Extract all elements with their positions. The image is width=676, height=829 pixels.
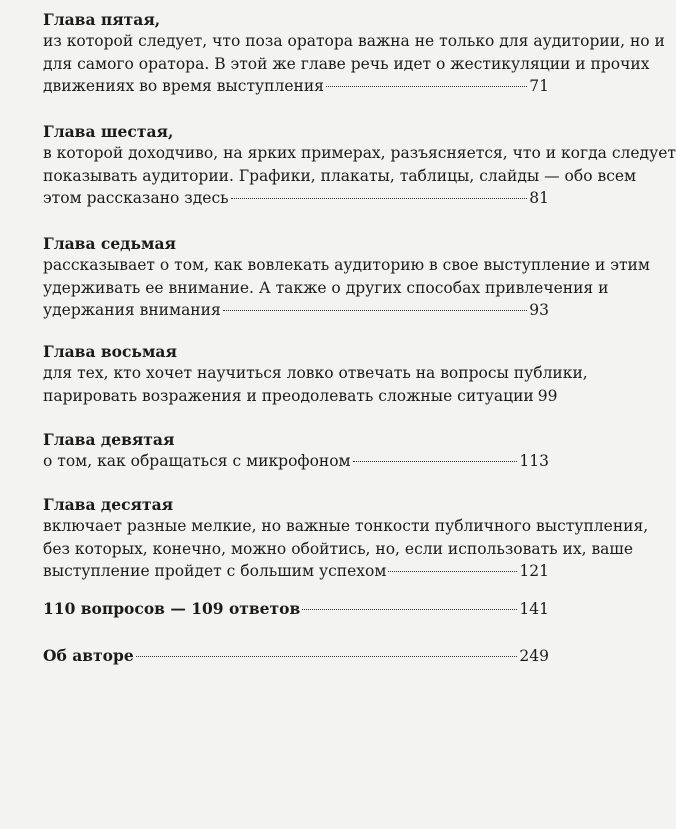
dot-leader (223, 310, 528, 311)
chapter-title: Глава десятая (43, 495, 174, 514)
chapter-description-line: удерживать ее внимание. А также о других способах привлечения и (43, 278, 609, 297)
toc-entry-line[interactable] (43, 299, 549, 322)
dot-leader (353, 461, 518, 462)
page-number: 121 (519, 562, 549, 580)
page-number: 249 (519, 647, 549, 665)
toc-entry-line[interactable] (43, 187, 549, 210)
chapter-description-line: удержания внимания (43, 301, 221, 319)
chapter-title: Глава восьмая (43, 342, 177, 361)
toc-entry-line[interactable] (43, 450, 549, 473)
toc-chapter-8 (43, 342, 588, 407)
chapter-description-line: парировать возражения и преодолевать сложные ситуации (43, 386, 534, 405)
chapter-description-line: движениях во время выступления (43, 77, 324, 95)
chapter-title: Глава седьмая (43, 234, 176, 253)
toc-entry-questions[interactable] (43, 598, 549, 620)
chapter-description-line: для самого оратора. В этой же главе речь идет о жестикуляции и прочих (43, 54, 650, 73)
dot-leader (302, 609, 517, 610)
page-number: 99 (537, 386, 558, 405)
toc-entry-line[interactable] (43, 75, 549, 98)
chapter-description-line: из которой следует, что поза оратора важна не только для аудитории, но и (43, 32, 665, 50)
dot-leader (388, 571, 517, 572)
chapter-description-line: выступление пройдет с большим успехом (43, 562, 387, 580)
chapter-title: Глава шестая, (43, 122, 174, 141)
page-number: 81 (529, 189, 549, 207)
chapter-description-line: рассказывает о том, как вовлекать аудиторию в свое выступление и этим (43, 256, 650, 274)
dot-leader (231, 198, 528, 199)
chapter-title: Глава девятая (43, 430, 175, 449)
chapter-description-line: для тех, кто хочет научиться ловко отвечать на вопросы публики, (43, 364, 588, 382)
chapter-description-line: в которой доходчиво, на ярких примерах, разъясняется, что и когда следует (43, 144, 676, 162)
entry-title: 110 вопросов — 109 ответов (43, 599, 301, 618)
toc-chapter-5 (43, 10, 665, 98)
chapter-description-line: включает разные мелкие, но важные тонкости публичного выступления, (43, 517, 649, 535)
toc-entry-line[interactable] (43, 560, 549, 583)
toc-entry-line[interactable] (43, 385, 558, 408)
toc-chapter-7 (43, 234, 650, 322)
entry-title: Об авторе (43, 646, 134, 665)
toc-entry-about-author[interactable] (43, 645, 549, 667)
dot-leader (136, 656, 518, 657)
dot-leader (326, 86, 527, 87)
chapter-description-line: этом рассказано здесь (43, 189, 229, 207)
toc-chapter-9 (43, 430, 549, 473)
chapter-description-line: о том, как обращаться с микрофоном (43, 452, 351, 470)
page-number: 113 (519, 452, 549, 470)
page-number: 93 (529, 301, 549, 319)
chapter-title: Глава пятая, (43, 10, 161, 29)
toc-chapter-6 (43, 122, 676, 210)
chapter-description-line: без которых, конечно, можно обойтись, но, если использовать их, ваше (43, 539, 633, 558)
page-number: 71 (529, 77, 549, 95)
chapter-description-line: показывать аудитории. Графики, плакаты, таблицы, слайды — обо всем (43, 166, 637, 185)
page-number: 141 (519, 600, 549, 618)
toc-chapter-10 (43, 495, 649, 583)
